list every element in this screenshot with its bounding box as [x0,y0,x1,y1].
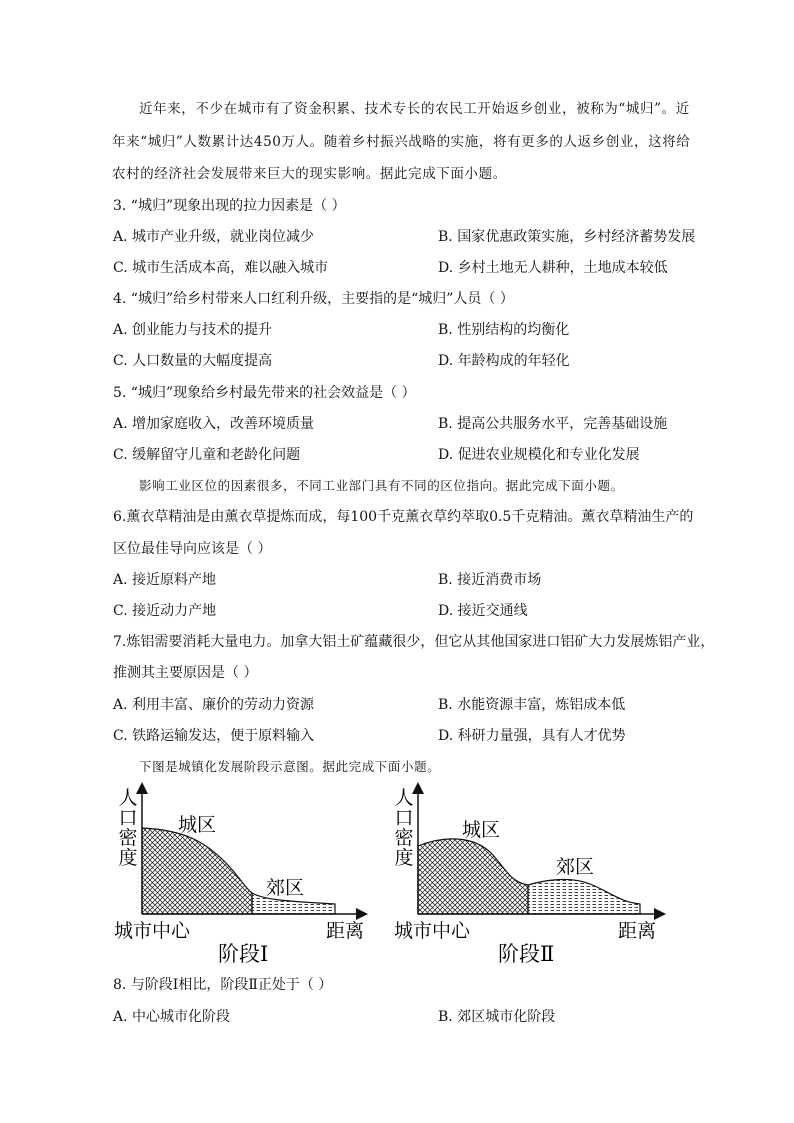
question-3-option-d: D. 乡村土地无人耕种，土地成本较低 [438,260,668,276]
question-4-option-a: A. 创业能力与技术的提升 [113,322,273,338]
question-7-option-b: B. 水能资源丰富，炼铝成本低 [438,697,626,713]
question-3-stem: 3. “城归”现象出现的拉力因素是（ ） [113,198,346,214]
stage-2-suburb-label: 郊区 [556,856,595,878]
question-6-stem-line-2: 区位最佳导向应该是（ ） [113,541,272,557]
question-5-option-c: C. 缓解留守儿童和老龄化问题 [113,447,301,463]
question-8-stem: 8. 与阶段Ⅰ相比，阶段Ⅱ正处于（ ） [113,977,333,993]
passage-2: 影响工业区位的因素很多，不同工业部门具有不同的区位指向。据此完成下面小题。 [139,478,624,493]
passage-1-line-1: 近年来，不少在城市有了资金积累、技术专长的农民工开始返乡创业，被称为“城归”。近 [139,101,690,117]
question-3-option-a: A. 城市产业升级，就业岗位减少 [113,229,315,245]
passage-3: 下图是城镇化发展阶段示意图。据此完成下面小题。 [139,759,441,774]
stage-1-urban-label: 城区 [178,814,217,836]
stage-2-urban-area [418,839,528,914]
question-5-option-d: D. 促进农业规模化和专业化发展 [438,447,640,463]
stage-1-urban-area [142,828,252,914]
question-7-stem-line-2: 推测其主要原因是（ ） [113,665,258,681]
question-7-stem-line-1: 7.炼铝需要消耗大量电力。加拿大铝土矿蕴藏很少，但它从其他国家进口铝矿大力发展炼铝产业， [113,634,715,650]
stage-2-diagram [394,787,660,966]
question-4-stem: 4. “城归”给乡村带来人口红利升级，主要指的是“城归”人员（ ） [113,291,514,307]
question-3-option-c: C. 城市生活成本高，难以融入城市 [113,260,329,276]
question-5-option-a: A. 增加家庭收入，改善环境质量 [113,416,315,432]
question-6-option-b: B. 接近消费市场 [438,572,542,588]
question-7-option-c: C. 铁路运输发达，便于原料输入 [113,728,315,744]
question-4-option-b: B. 性别结构的均衡化 [438,322,570,338]
stage-2-x-right-label: 距离 [618,920,657,942]
passage-1-line-2: 年来“城归”人数累计达450万人。随着乡村振兴战略的实施，将有更多的人返乡创业，这将给 [112,134,691,150]
question-5-stem: 5. “城归”现象给乡村最先带来的社会效益是（ ） [113,385,416,401]
passage-1-line-3: 农村的经济社会发展带来巨大的现实影响。据此完成下面小题。 [112,166,507,182]
question-4-option-c: C. 人口数量的大幅度提高 [113,353,273,369]
question-7-option-a: A. 利用丰富、廉价的劳动力资源 [113,697,315,713]
question-5-option-b: B. 提高公共服务水平，完善基础设施 [438,416,668,432]
urbanization-stage-figure [100,780,700,970]
question-6-option-c: C. 接近动力产地 [113,603,217,619]
stage-2-y-label: 人口密度 [394,787,414,869]
stage-1-x-right-label: 距离 [326,920,365,942]
question-7-option-d: D. 科研力量强，具有人才优势 [438,728,626,744]
question-8-option-b: B. 郊区城市化阶段 [438,1009,556,1025]
stage-1-suburb-label: 郊区 [266,877,305,899]
stage-1-caption: 阶段Ⅰ [218,942,269,966]
question-3-option-b: B. 国家优惠政策实施，乡村经济蓄势发展 [438,229,696,245]
question-6-option-d: D. 接近交通线 [438,603,528,619]
stage-1-diagram [114,787,364,966]
stage-2-x-left-label: 城市中心 [394,920,471,942]
stage-1-y-label: 人口密度 [118,787,138,869]
stage-2-caption: 阶段Ⅱ [498,942,555,966]
stage-2-suburb-area [528,879,640,914]
stage-1-x-left-label: 城市中心 [114,920,191,942]
question-6-option-a: A. 接近原料产地 [113,572,217,588]
stage-2-urban-label: 城区 [462,819,501,841]
question-4-option-d: D. 年龄构成的年轻化 [438,353,570,369]
question-8-option-a: A. 中心城市化阶段 [113,1009,231,1025]
question-6-stem-line-1: 6.薰衣草精油是由薰衣草提炼而成，每100千克薰衣草约萃取0.5千克精油。薰衣草精油生产的 [113,509,694,525]
